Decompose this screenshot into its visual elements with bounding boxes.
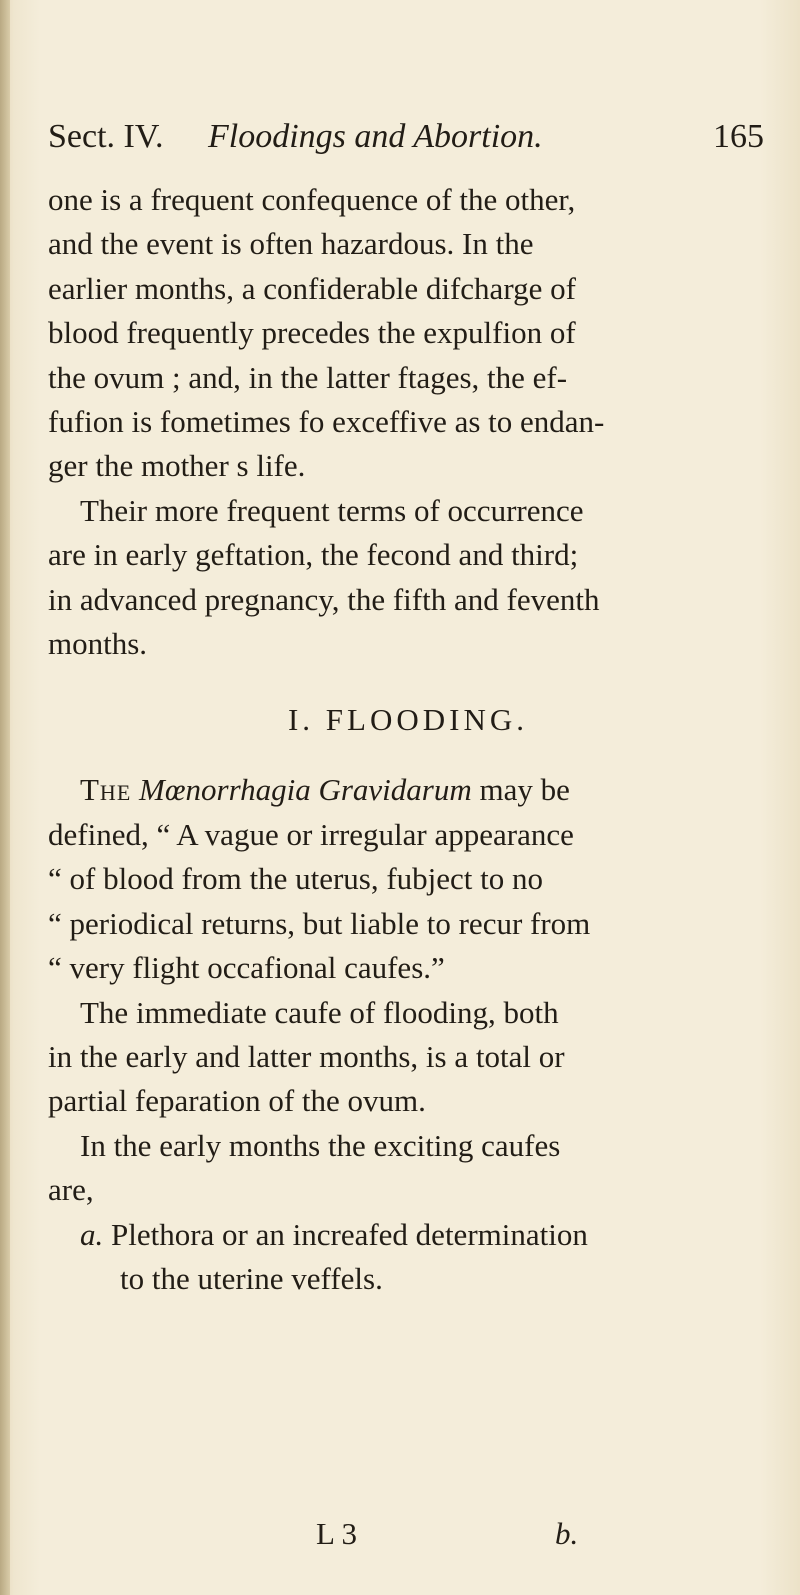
header-title: Floodings and Abortion. [208, 118, 543, 155]
page-footer [0, 1516, 800, 1556]
text-fragment: Plethora or an increafed determination [111, 1216, 588, 1252]
text-fragment: may be [479, 772, 570, 808]
text-line: partial feparation of the ovum. [48, 1083, 426, 1119]
text-line: earlier months, a confiderable difcharge of [48, 270, 576, 306]
paragraph-exciting-causes [48, 1124, 768, 1213]
paragraph-cause [48, 991, 768, 1124]
text-line: are in early geftation, the fecond and third; [48, 537, 579, 573]
page-text-block [48, 118, 768, 1301]
text-line: in advanced pregnancy, the fifth and feventh [48, 581, 600, 617]
text-line: to the uterine veffels. [120, 1260, 383, 1296]
text-line: ger the mother s life. [48, 448, 306, 484]
list-item-a [48, 1213, 768, 1302]
text-line: In the early months the exciting caufes [80, 1127, 561, 1163]
text-line: and the event is often hazardous. In the [48, 226, 534, 262]
header-section: Sect. IV. [48, 118, 164, 155]
text-line [48, 1213, 768, 1257]
text-line: fufion is fometimes fo exceffive as to endan- [48, 404, 605, 440]
text-line: are, [48, 1172, 94, 1208]
paragraph-terms [48, 489, 768, 667]
signature-mark: L 3 [316, 1516, 358, 1551]
page-spine-shadow [0, 0, 10, 1595]
running-header [48, 118, 768, 178]
text-line: blood frequently precedes the expulfion of [48, 315, 576, 351]
list-marker: a. [80, 1216, 104, 1252]
first-word: The [80, 772, 132, 808]
page-number: 165 [713, 118, 764, 155]
text-line: defined, “ A vague or irregular appearance [48, 816, 574, 852]
latin-term: Mœnorrhagia Gravidarum [139, 772, 472, 808]
text-line: Their more frequent terms of occurrence [80, 492, 584, 528]
text-line: “ periodical returns, but liable to recur from [48, 905, 591, 941]
text-line: months. [48, 626, 148, 662]
paragraph-continuation [48, 178, 768, 489]
text-line-first [48, 768, 768, 812]
paragraph-definition [48, 768, 768, 990]
text-line: the ovum ; and, in the latter ftages, the ef- [48, 359, 568, 395]
text-line: “ very flight occafional caufes.” [48, 950, 445, 986]
text-line: “ of blood from the uterus, fubject to no [48, 861, 544, 897]
text-line: in the early and latter months, is a total or [48, 1038, 565, 1074]
catchword: b. [555, 1516, 579, 1551]
section-heading: I. FLOODING. [287, 702, 528, 738]
text-line: The immediate caufe of flooding, both [80, 994, 559, 1030]
text-line: one is a frequent confequence of the other, [48, 182, 576, 217]
